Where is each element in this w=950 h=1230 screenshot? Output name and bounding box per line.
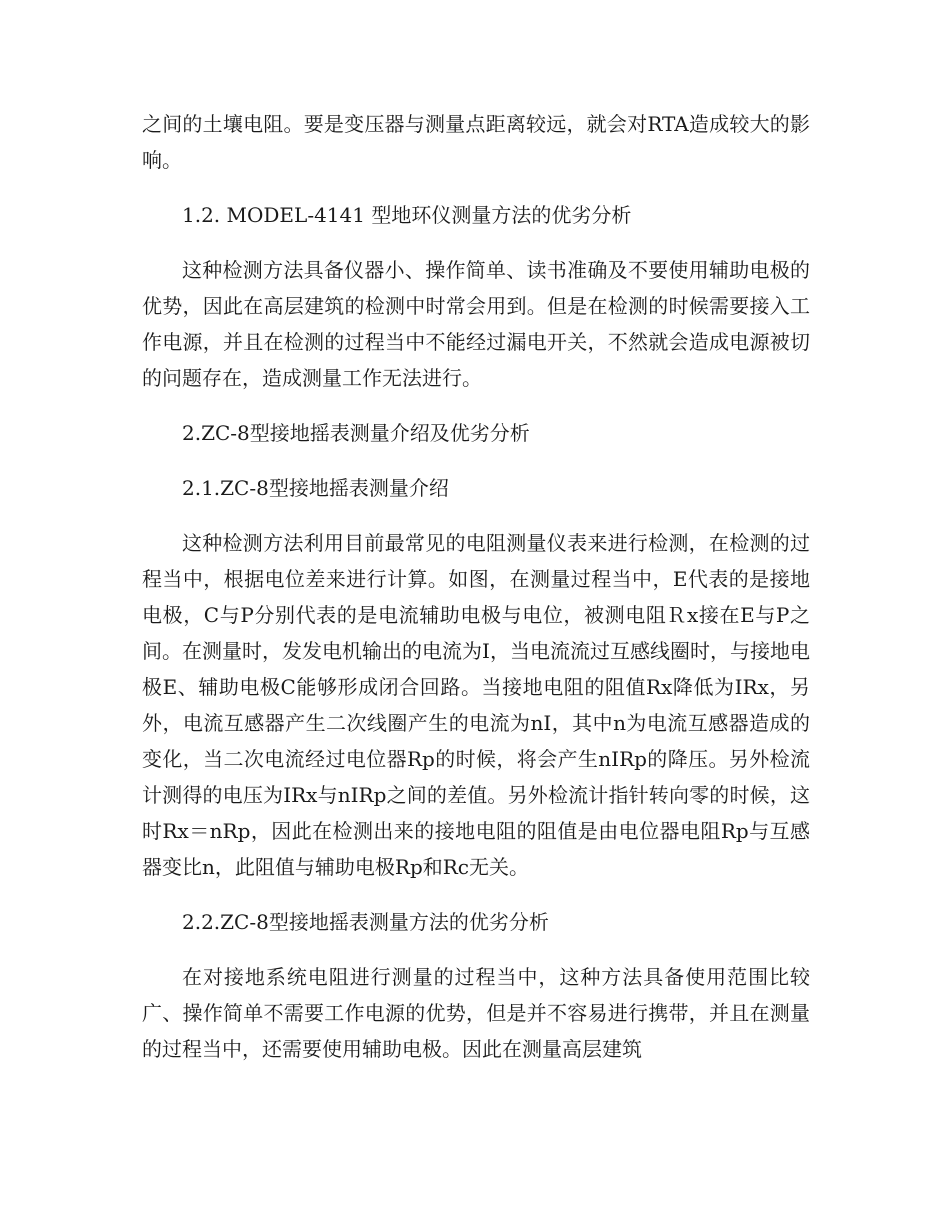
paragraph-1-2: 这种检测方法具备仪器小、操作简单、读书准确及不要使用辅助电极的优势，因此在高层建筑的检测中时常会用到。但是在检测的时候需要接入工作电源，并且在检测的过程当中不能经过漏电开关，不然就会造成电源被切的问题存在，造成测量工作无法进行。 [142, 258, 810, 390]
paragraph-continuation: 之间的土壤电阻。要是变压器与测量点距离较远，就会对RTA造成较大的影响。 [142, 112, 810, 172]
heading-1-2: 1.2. MODEL-4141 型地环仪测量方法的优劣分析 [182, 203, 632, 227]
heading-2-2: 2.2.ZC-8型接地摇表测量方法的优劣分析 [182, 910, 549, 934]
paragraph-2-1: 这种检测方法利用目前最常见的电阻测量仪表来进行检测，在检测的过程当中，根据电位差来进行计算。如图，在测量过程当中，E代表的是接地电极，C与P分别代表的是电流辅助电极与电位，被测电阻Ｒx接在E与P之间。在测量时，发发电机输出的电流为I，当电流流过互感线圈时，与接地电极E、辅助电极C能够形成闭合回路。当接地电阻的阻值Rx降低为IRx，另外，电流互感器产生二次线圈产生的电流为nI，其中n为电流互感器造成的变化，当二次电流经过电位器Rp的时候，将会产生nIRp的降压。另外检流计测得的电压为IRx与nIRp之间的差值。另外检流计指针转向零的时候，这时Rx＝nRp，因此在检测出来的接地电阻的阻值是由电位器电阻Rp与互感器变比n，此阻值与辅助电极Rp和Rc无关。 [142, 531, 810, 879]
heading-2-1: 2.1.ZC-8型接地摇表测量介绍 [182, 476, 449, 500]
heading-2: 2.ZC-8型接地摇表测量介绍及优劣分析 [182, 421, 530, 445]
paragraph-2-2: 在对接地系统电阻进行测量的过程当中，这种方法具备使用范围比较广、操作简单不需要工作电源的优势，但是并不容易进行携带，并且在测量的过程当中，还需要使用辅助电极。因此在测量高层建筑 [142, 965, 810, 1061]
document-body [142, 106, 810, 1067]
